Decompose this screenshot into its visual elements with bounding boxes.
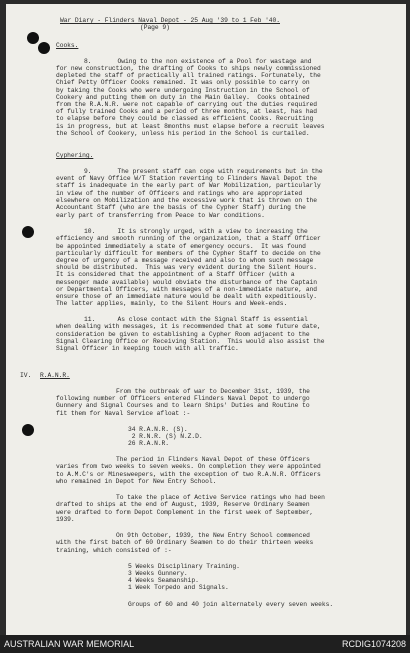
document-page: War Diary - Flinders Naval Depot - 25 Aug '39 to 1 Feb '40. (Page 9) Cooks. 8. Owing to the non existence of a Pool for wastage and for new construction, the drafting of Cooks to ships newly commissioned depleted the staff of practically all trained ratings. Fortunately, the Chief Petty Officer Cooks remained. It was only possible to carry on by taking the Cooks who were undergoing Instruction in the School of Cookery and putting them on duty in the Main Galley. Cooks obtained from the R.A.N.R. were not capable of carrying out the duties required of fully trained Cooks and a period of three months, at least, has had to elapse before they could be classed as efficient Cooks. Recruiting is in progress, but at least 8months must elapse before a recruit leaves the School of Cookery, unless his period in the School is curtailed. Cyphering. 9. The present staff can cope with requirements but in the event of Navy Office W/T Station reverting to Flinders Naval Depot the staff is inadequate in the early part of War Mobilization, particularly in view of the number of Officers and ratings who are appropriated elsewhere on Mobilization and the excessive work that is thrown on the Accountant Staff (who are the basis of the Cypher Staff) during the early part of transferring from Peace to War conditions. 10. It is strongly urged, with a view to increasing the efficiency and smooth running of the organization, that a Staff Officer be appointed immediately a state of emergency occurs. It was found particularly difficult for members of the Cypher Staff to decide on the degree of urgency of a message received and also to whom such message should be distributed. This was very evident during the Silent Hours. It is considered that the appointment of a Staff Officer (with a messenger made available) would obviate the disturbance of the Captain or Departmental Officers, with messages of a non-immediate nature, and ensure those of an immediate nature would be dealt with expeditiously. The latter applies, mainly, to the Silent Hours and Week-ends. 11. As close contact with the Signal Staff is essential when dealing with messages, it is recommended that at some future date, consideration be given to establishing a Cypher Room adjacent to the Signal Clearing Office or Receiving Station. This would also assist the Signal Officer in keeping touch with all traffic. IV. R.A.N.R. From the outbreak of war to December 31st, 1939, the following number of Officers entered Flinders Naval Depot to undergo Gunnery and Signal Courses and to learn Ships' Duties and Routine to fit them for Naval Service afloat :- 34 R.A.N.R. (S). 2 R.N.R. (S) N.Z.D. 26 R.A.N.R. The period in Flinders Naval Depot of these Officers varies from two weeks to seven weeks. On completion they were appointed to A.M.C's or Minesweepers, with the exception of two R.A.N.R. Officers who remained in Depot for New Entry School. To take the place of Active Service ratings who had been drafted to ships at the end of August, 1939, Reserve Ordinary Seamen were drafted to form Depot Complement in the first week of September, 1939. On 9th October, 1939, the New Entry School commenced with the first batch of 60 Ordinary Seamen to do their thirteen weeks training, which consisted of :- 5 Weeks Disciplinary Training. 3 Weeks Gunnery. 4 Weeks Seamanship. 1 Week Torpedo and Signals. Groups of 60 and 40 join alternately every seven weeks. [6,4,406,635]
diary-header: War Diary - Flinders Naval Depot - 25 Aug '39 to 1 Feb '40. [60,17,280,24]
punch-hole [22,226,34,238]
groups-note: Groups of 60 and 40 join alternately every seven weeks. [128,601,334,608]
archive-footer [0,635,410,653]
punch-hole [22,424,34,436]
punch-hole [38,42,50,54]
section-heading-ranr: R.A.N.R. [40,372,70,379]
punch-hole [27,32,39,44]
archive-name: AUSTRALIAN WAR MEMORIAL [4,639,135,649]
section-number: IV. [20,372,32,379]
record-id: RCDIG1074208 [341,639,406,649]
page-number: (Page 9) [140,24,170,31]
section-heading-cooks: Cooks. [56,42,79,49]
section-heading-cyphering: Cyphering. [56,152,94,159]
